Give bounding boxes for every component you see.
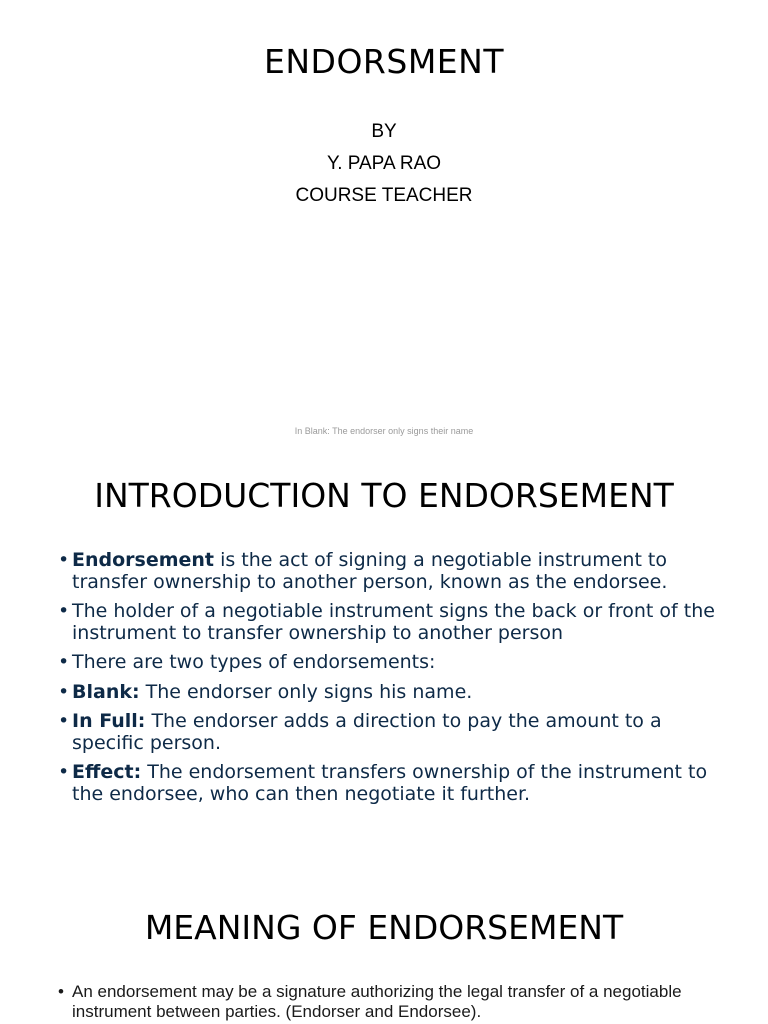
bullet-text: The endorsement transfers ownership of the instrument to the endorsee, who can then negotiate it further. [72,761,708,805]
bullet-bold-term: Endorsement [72,549,215,571]
bullet-dot-icon: • [58,710,70,732]
author-role: COURSE TEACHER [295,185,473,206]
bullet-text: The endorser only signs his name. [139,680,473,703]
bullet-bold-term: In Full: [72,710,146,732]
document-title: ENDORSMENT [264,42,504,81]
bullet-dot-icon: • [58,549,70,571]
bullet-item [58,762,728,805]
bullet-dot-icon: • [58,761,70,783]
meaning-slide [0,870,768,1024]
bullet-dot-icon: • [58,982,64,1001]
bullet-text: There are two types of endorsements: [72,651,436,673]
introduction-bullet-list [58,550,728,813]
bullet-item [58,711,728,754]
author-name: Y. PAPA RAO [326,153,442,174]
bullet-item [58,682,728,704]
bullet-bold-term: Effect: [72,761,142,783]
bullet-item [58,550,728,593]
meaning-bullet-list [58,982,728,1022]
bullet-item [58,652,728,674]
faint-overflow-text: In Blank: The endorser only signs their name [294,426,474,436]
meaning-title: MEANING OF ENDORSEMENT [144,908,624,947]
bullet-dot-icon: • [58,651,70,673]
bullet-dot-icon: • [58,680,70,703]
bullet-bold-term: Blank: [72,680,140,703]
title-slide [0,0,768,436]
bullet-text: An endorsement may be a signature authorizing the legal transfer of a negotiable instrument between parties. (Endorser and Endorsee). [72,982,682,1021]
bullet-dot-icon: • [58,600,70,622]
introduction-title: INTRODUCTION TO ENDORSEMENT [94,476,674,515]
byline-by: BY [371,121,397,142]
bullet-text: The endorser adds a direction to pay the amount to a specific person. [72,710,662,754]
bullet-item [58,601,728,644]
introduction-slide [0,440,768,860]
bullet-text: is the act of signing a negotiable instrument to transfer ownership to another person, known as the endorsee. [72,549,668,593]
bullet-item [58,982,728,1022]
author-byline [0,116,768,212]
bullet-text: The holder of a negotiable instrument signs the back or front of the instrument to transfer ownership to another person [72,600,715,644]
